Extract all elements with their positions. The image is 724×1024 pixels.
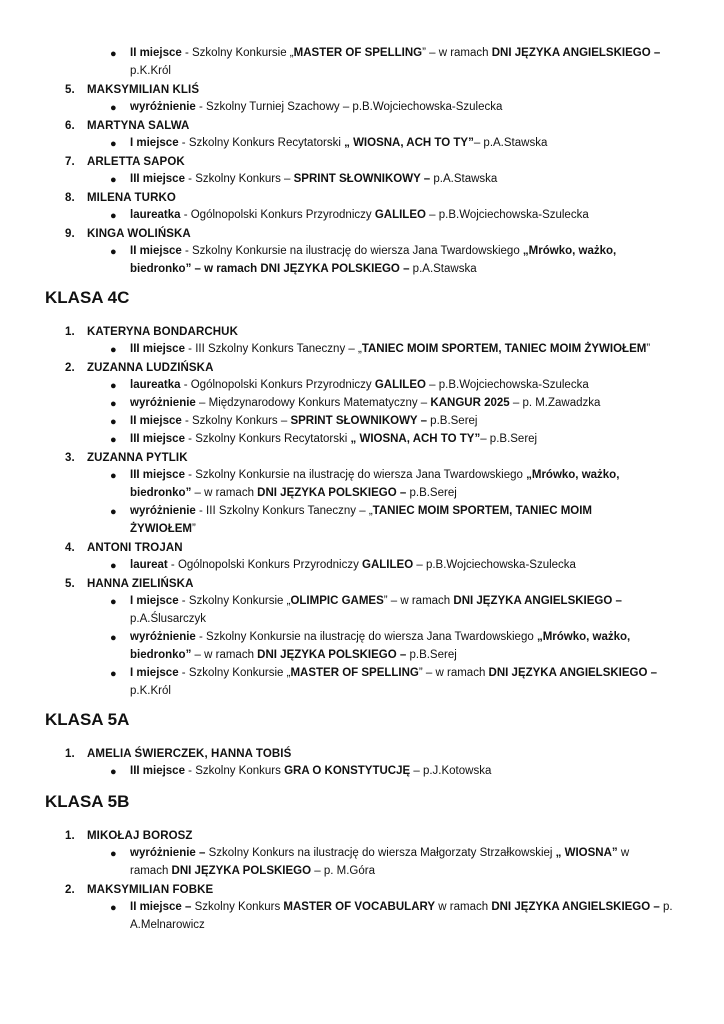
bold-text: I miejsce xyxy=(130,595,179,607)
student-name: KINGA WOLIŃSKA xyxy=(87,228,191,240)
bold-text: MASTER OF SPELLING xyxy=(290,667,419,679)
award-entry xyxy=(130,243,675,260)
text: – p.B.Wojciechowska-Szulecka xyxy=(413,559,576,571)
bold-text: III miejsce xyxy=(130,343,185,355)
student-name: MILENA TURKO xyxy=(87,192,176,204)
award-entry xyxy=(130,629,675,646)
bullet-icon: ● xyxy=(110,102,117,114)
text: - Szkolny Konkurs Recytatorski xyxy=(184,433,351,445)
bold-text: „ WIOSNA, ACH TO TY” xyxy=(344,137,474,149)
student-number: 1. xyxy=(65,748,75,760)
bold-text: III miejsce xyxy=(130,765,185,777)
student-number: 1. xyxy=(65,326,75,338)
text: – p. M.Zawadzka xyxy=(509,397,601,409)
student-entry xyxy=(65,119,189,133)
bullet-icon: ● xyxy=(110,668,117,680)
bullet-icon: ● xyxy=(110,560,117,572)
bold-text: II miejsce – xyxy=(130,901,192,913)
bullet-icon: ● xyxy=(110,210,117,222)
student-number: 1. xyxy=(65,830,75,842)
text: - Szkolny Konkursie „ xyxy=(178,595,291,607)
bold-text: „Mrówko, ważko, xyxy=(526,469,620,481)
text: - Ogólnopolski Konkurs Przyrodniczy xyxy=(167,559,363,571)
bullet-icon: ● xyxy=(110,596,117,608)
award-entry xyxy=(130,171,675,188)
award-entry xyxy=(130,467,675,484)
student-number: 2. xyxy=(65,362,75,374)
text: Szkolny Konkurs na ilustrację do wiersza Małgorzaty Strzałkowskiej xyxy=(205,847,556,859)
bold-text: II miejsce xyxy=(130,415,182,427)
bullet-icon: ● xyxy=(110,416,117,428)
text: p.B.Serej xyxy=(406,649,457,661)
award-entry xyxy=(130,665,675,682)
text: ” – w ramach xyxy=(422,47,492,59)
bold-text: KANGUR 2025 xyxy=(430,397,510,409)
text: Szkolny Konkurs xyxy=(191,901,284,913)
text: – p.B.Wojciechowska-Szulecka xyxy=(425,209,589,221)
student-number: 5. xyxy=(65,578,75,590)
student-entry xyxy=(65,577,194,591)
award-entry xyxy=(130,99,675,116)
award-entry-continuation xyxy=(130,683,675,700)
bold-text: wyróżnienie – xyxy=(130,847,206,859)
student-number: 6. xyxy=(65,120,75,132)
bold-text: ŻYWIOŁEM xyxy=(130,523,192,535)
text: - III Szkolny Konkurs Taneczny – „ xyxy=(195,505,373,517)
award-entry-continuation xyxy=(130,63,675,80)
bold-text: SPRINT SŁOWNIKOWY – xyxy=(293,173,431,185)
award-entry-continuation xyxy=(130,611,675,628)
bold-text: DNI JĘZYKA ANGIELSKIEGO – xyxy=(488,667,658,679)
text: – w ramach xyxy=(191,649,258,661)
text: w xyxy=(617,847,630,859)
text: – Międzynarodowy Konkurs Matematyczny – xyxy=(195,397,431,409)
student-entry xyxy=(65,747,291,761)
award-entry-continuation xyxy=(130,485,675,502)
bullet-icon: ● xyxy=(110,174,117,186)
bold-text: GALILEO xyxy=(374,379,426,391)
bold-text: wyróżnienie xyxy=(130,101,196,113)
award-entry xyxy=(130,503,675,520)
award-entry xyxy=(130,763,675,780)
student-entry xyxy=(65,541,183,555)
bold-text: „ WIOSNA” xyxy=(555,847,618,859)
bold-text: DNI JĘZYKA ANGIELSKIEGO – xyxy=(491,47,661,59)
student-name: HANNA ZIELIŃSKA xyxy=(87,578,194,590)
student-name: ARLETTA SAPOK xyxy=(87,156,185,168)
student-entry xyxy=(65,325,238,339)
award-entry xyxy=(130,899,675,916)
bullet-icon: ● xyxy=(110,380,117,392)
text: w ramach xyxy=(435,901,492,913)
award-entry xyxy=(130,135,675,152)
award-entry xyxy=(130,557,675,574)
student-name: MARTYNA SALWA xyxy=(87,120,190,132)
student-number: 3. xyxy=(65,452,75,464)
award-entry xyxy=(130,413,675,430)
text: - Szkolny Konkurs Recytatorski xyxy=(178,137,345,149)
bold-text: DNI JĘZYKA ANGIELSKIEGO – xyxy=(453,595,622,607)
student-number: 5. xyxy=(65,84,75,96)
bold-text: GALILEO xyxy=(374,209,426,221)
bold-text: TANIEC MOIM SPORTEM, TANIEC MOIM ŻYWIOŁEM xyxy=(361,343,647,355)
bullet-icon: ● xyxy=(110,398,117,410)
text: – p. M.Góra xyxy=(311,865,375,877)
award-entry xyxy=(130,207,675,224)
text: – p.A.Stawska xyxy=(473,137,548,149)
student-number: 8. xyxy=(65,192,75,204)
bullet-icon: ● xyxy=(110,470,117,482)
text: p.K.Król xyxy=(130,685,171,697)
text: - III Szkolny Konkurs Taneczny – „ xyxy=(184,343,362,355)
bold-text: I miejsce xyxy=(130,137,179,149)
bullet-icon: ● xyxy=(110,434,117,446)
bullet-icon: ● xyxy=(110,766,117,778)
award-entry-continuation xyxy=(130,647,675,664)
bold-text: biedronko” xyxy=(130,649,192,661)
student-name: KATERYNA BONDARCHUK xyxy=(87,326,238,338)
student-entry xyxy=(65,883,213,897)
student-entry xyxy=(65,227,191,241)
bold-text: wyróżnienie xyxy=(130,631,196,643)
student-entry xyxy=(65,83,199,97)
text: - Szkolny Konkurs xyxy=(184,765,285,777)
bold-text: DNI JĘZYKA POLSKIEGO – xyxy=(257,649,407,661)
award-entry xyxy=(130,395,675,412)
student-number: 4. xyxy=(65,542,75,554)
award-entry-continuation xyxy=(130,261,675,278)
class-heading: KLASA 5A xyxy=(45,710,130,729)
text: - Szkolny Turniej Szachowy – p.B.Wojciechowska-Szulecka xyxy=(195,101,503,113)
text: – p.B.Wojciechowska-Szulecka xyxy=(425,379,589,391)
text: - Szkolny Konkurs – xyxy=(181,415,291,427)
bold-text: biedronko” – w ramach DNI JĘZYKA POLSKIEGO – xyxy=(130,263,410,275)
student-number: 9. xyxy=(65,228,75,240)
bold-text: III miejsce xyxy=(130,173,185,185)
bold-text: laureatka xyxy=(130,209,181,221)
text: ” – w ramach xyxy=(418,667,489,679)
text: – p.B.Serej xyxy=(480,433,538,445)
class-heading: KLASA 4C xyxy=(45,288,130,307)
student-name: ANTONI TROJAN xyxy=(87,542,183,554)
text: p.A.Ślusarczyk xyxy=(130,613,207,625)
text: p.A.Stawska xyxy=(430,173,498,185)
student-name: ZUZANNA PYTLIK xyxy=(87,452,188,464)
text: - Szkolny Konkurs – xyxy=(184,173,294,185)
student-entry xyxy=(65,829,193,843)
bold-text: GALILEO xyxy=(362,559,414,571)
text: - Ogólnopolski Konkurs Przyrodniczy xyxy=(180,209,375,221)
award-entry xyxy=(130,341,675,358)
text: - Szkolny Konkursie „ xyxy=(181,47,294,59)
student-name: ZUZANNA LUDZIŃSKA xyxy=(87,362,214,374)
bold-text: „ WIOSNA, ACH TO TY” xyxy=(350,433,481,445)
text: ramach xyxy=(130,865,172,877)
bold-text: TANIEC MOIM SPORTEM, TANIEC MOIM xyxy=(372,505,593,517)
bold-text: laureat xyxy=(130,559,168,571)
text: - Szkolny Konkursie „ xyxy=(178,667,291,679)
bold-text: DNI JĘZYKA POLSKIEGO xyxy=(171,865,312,877)
bold-text: MASTER OF SPELLING xyxy=(293,47,423,59)
award-entry xyxy=(130,593,675,610)
text: - Szkolny Konkursie na ilustrację do wiersza Jana Twardowskiego xyxy=(181,245,523,257)
text: p.A.Stawska xyxy=(409,263,477,275)
bold-text: biedronko” xyxy=(130,487,192,499)
student-name: MIKOŁAJ BOROSZ xyxy=(87,830,193,842)
text: A.Melnarowicz xyxy=(130,919,205,931)
bold-text: SPRINT SŁOWNIKOWY – xyxy=(290,415,427,427)
bold-text: DNI JĘZYKA POLSKIEGO – xyxy=(257,487,407,499)
bold-text: DNI JĘZYKA ANGIELSKIEGO – xyxy=(491,901,660,913)
award-entry xyxy=(130,845,675,862)
student-entry xyxy=(65,451,188,465)
bullet-icon: ● xyxy=(110,344,117,356)
bullet-icon: ● xyxy=(110,902,117,914)
bold-text: wyróżnienie xyxy=(130,505,196,517)
award-entry xyxy=(130,431,675,448)
text: - Ogólnopolski Konkurs Przyrodniczy xyxy=(180,379,375,391)
student-entry xyxy=(65,361,213,375)
student-entry xyxy=(65,191,176,205)
bullet-icon: ● xyxy=(110,246,117,258)
bold-text: MASTER OF VOCABULARY xyxy=(283,901,436,913)
bold-text: laureatka xyxy=(130,379,181,391)
award-entry xyxy=(130,377,675,394)
text: ” – w ramach xyxy=(383,595,454,607)
text: - Szkolny Konkursie na ilustrację do wiersza Jana Twardowskiego xyxy=(195,631,537,643)
award-entry-continuation xyxy=(130,521,675,538)
bullet-icon: ● xyxy=(110,48,117,60)
student-number: 2. xyxy=(65,884,75,896)
bold-text: GRA O KONSTYTUCJĘ xyxy=(284,765,411,777)
bold-text: III miejsce xyxy=(130,433,185,445)
bold-text: OLIMPIC GAMES xyxy=(290,595,384,607)
award-entry xyxy=(130,45,675,62)
student-number: 7. xyxy=(65,156,75,168)
award-entry-continuation xyxy=(130,917,675,934)
bullet-icon: ● xyxy=(110,632,117,644)
text: p.K.Król xyxy=(130,65,171,77)
text: p.B.Serej xyxy=(406,487,457,499)
text: ” xyxy=(646,343,651,355)
bullet-icon: ● xyxy=(110,506,117,518)
bold-text: III miejsce xyxy=(130,469,185,481)
award-entry-continuation xyxy=(130,863,675,880)
text: ” xyxy=(191,523,196,535)
bold-text: II miejsce xyxy=(130,245,182,257)
text: – w ramach xyxy=(191,487,258,499)
text: p.B.Serej xyxy=(426,415,478,427)
text: p. xyxy=(659,901,673,913)
bold-text: wyróżnienie xyxy=(130,397,196,409)
bullet-icon: ● xyxy=(110,848,117,860)
student-entry xyxy=(65,155,185,169)
bold-text: I miejsce xyxy=(130,667,179,679)
text: – p.J.Kotowska xyxy=(410,765,492,777)
student-name: MAKSYMILIAN FOBKE xyxy=(87,884,214,896)
student-name: AMELIA ŚWIERCZEK, HANNA TOBIŚ xyxy=(87,748,292,760)
text: - Szkolny Konkursie na ilustrację do wiersza Jana Twardowskiego xyxy=(184,469,527,481)
bullet-icon: ● xyxy=(110,138,117,150)
student-name: MAKSYMILIAN KLIŚ xyxy=(87,84,200,96)
class-heading: KLASA 5B xyxy=(45,792,130,811)
bold-text: II miejsce xyxy=(130,47,182,59)
bold-text: „Mrówko, ważko, xyxy=(536,631,631,643)
bold-text: „Mrówko, ważko, xyxy=(522,245,617,257)
